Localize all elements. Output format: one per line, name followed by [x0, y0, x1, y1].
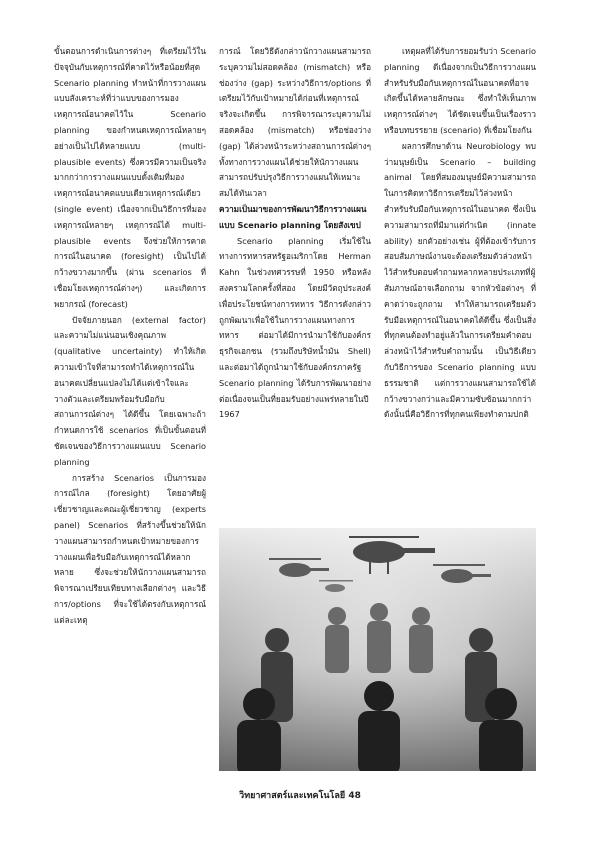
paragraph: การณ์ โดยวิธีดังกล่าวนักวางแผนสามารถระบุความไม่สอดคล้อง (mismatch) หรือช่องว่าง (gap) ระหว่างวิธีการ/options ที่เตรียมไว้กับเป้าหมายได้ก่อนที่เหตุการณ์จริงจะเกิดขึ้น การพิจารณาระบุความไม่สอดคล้อง (mismatch) หรือช่องว่าง (gap) ได้ล่วงหน้าระหว่างสถานการณ์ต่างๆ ทั้งทางการวางแผนได้ช่วยให้นักวางแผนสามารถปรับปรุงวิธีการวางแผนให้เหมาะสมได้ทันเวลา: [219, 46, 371, 199]
text-column-3: [384, 44, 536, 514]
paragraph: เหตุผลที่ได้รับการยอมรับว่า Scenario planning ดีเนื่องจากเป็นวิธีการวางแผนสำหรับรับมือกับเหตุการณ์ในอนาคตที่อาจเกิดขึ้นได้หลายลักษณะ ซึ่งทำให้เห็นภาพเหตุการณ์ต่างๆ ได้ชัดเจนขึ้นเป็นเรื่องราวหรือบทบรรยาย (scenario) ที่เชื่อมโยงกัน: [384, 46, 536, 135]
soldiers-helicopters-photo: [219, 528, 536, 771]
soldier-figures-back: [325, 603, 433, 673]
page-footer: วิทยาศาสตร์และเทคโนโลยี 48: [239, 791, 361, 801]
section-heading: ความเป็นมาของการพัฒนาวิธีการวางแผนแบบ Scenario planning โดยสังเขป: [219, 203, 367, 230]
paragraph: ผลการศึกษาด้าน Neurobiology พบว่ามนุษย์เป็น Scenario – building animal โดยที่สมองมนุษย์มีความสามารถในการคิดหาวิธีการเตรียมไว้ล่วงหน้า สำหรับรับมือกับเหตุการณ์ในอนาคต ซึ่งเป็นความสามารถที่มีมาแต่กำเนิด (innate ability) ยกตัวอย่างเช่น ผู้ที่ต้องเข้ารับการสอบสัมภาษณ์งานจะต้องเตรียมตัวล่วงหน้าไว้สำหรับตอบคำถามหลากหลายประเภทที่ผู้สัมภาษณ์อาจเลือกถาม จากหัวข้อต่างๆ ที่คาดว่าจะถูกถาม ทำให้สามารถเตรียมตัวรับมือเหตุการณ์ในอนาคตได้ดีขึ้น ซึ่งเป็นสิ่งที่ทุกคนต้องทำอยู่แล้วในการเตรียมคำตอบล่วงหน้าไว้สำหรับคำถามนั้น เป็นวิธีเดียวกับวิธีการของ Scenario planning แบบธรรมชาติ แต่การวางแผนสามารถใช้ได้กว้างขวางกว่าและมีความซับซ้อนมากกว่า ดังนั้นนี่คือวิธีการที่ทุกคนเพียงทำตามปกติ: [384, 140, 536, 420]
paragraph: การสร้าง Scenarios เป็นการมองการณ์ไกล (foresight) โดยอาศัยผู้เชี่ยวชาญและคณะผู้เชี่ยวชาญ (experts panel) Scenarios ที่สร้างขึ้นช่วยให้นักวางแผนสามารถกำหนดเป้าหมายของการวางแผนเพื่อรับมือกับเหตุการณ์ได้หลากหลาย ซึ่งจะช่วยให้นักวางแผนสามารถพิจารณาเปรียบเทียบทางเลือกต่างๆ และวิธีการ/options ที่จะใช้ได้ตรงกับเหตุการณ์แต่ละเหตุ: [54, 472, 206, 625]
paragraph: ขั้นตอนการดำเนินการต่างๆ ที่เตรียมไว้ในปัจจุบันกับเหตุการณ์ที่คาดไว้หรือน้อยที่สุด Scenario planning ทำหน้าที่การวางแผนแบบสังเคราะห์ที่ว่าแบบของการมองเหตุการณ์อนาคตไว้ใน Scenario planning ของกำหนดเหตุการณ์หลายๆ อย่างเป็นไปได้หลายแบบ (multi-plausible events) ซึ่งควรมีความเป็นจริงมากกว่าการวางแผนแบบดั้งเดิมที่มองเหตุการณ์อนาคตแบบเดียวเหตุการณ์เดียว (single event) เนื่องจากเป็นวิธีการที่มองเหตุการณ์หลายๆ เหตุการณ์ได้ multi-plausible events จึงช่วยให้การคาดการณ์ในอนาคต (foresight) เป็นไปได้กว้างขวางมากขึ้น (ผ่าน scenarios ที่เชื่อมโยงเหตุการณ์ต่างๆ) และเกิดการพยากรณ์ (forecast): [54, 46, 206, 309]
paragraph: Scenario planning เริ่มใช้ในทางการทหารสหรัฐอเมริกาโดย Herman Kahn ในช่วงทศวรรษที่ 1950 หรือหลังสงครามโลกครั้งที่สอง โดยมีวัตถุประสงค์เพื่อประโยชน์ทางการทหาร วิธีการดังกล่าวถูกพัฒนาเพื่อใช้ในการวางแผนทางการทหาร ต่อมาได้มีการนำมาใช้กับองค์กรธุรกิจเอกชน (รวมถึงบริษัทน้ำมัน Shell) และต่อมาได้ถูกนำมาใช้กับองค์กรภาครัฐ Scenario planning ได้รับการพัฒนาอย่างต่อเนื่องจนเป็นที่ยอมรับอย่างแพร่หลายในปี 1967: [219, 235, 371, 420]
text-column-2: [219, 44, 371, 514]
text-column-1: [54, 44, 206, 762]
photo-illustration: [219, 528, 536, 771]
paragraph: ปัจจัยภายนอก (external factor) และความไม่แน่นอนเชิงคุณภาพ (qualitative uncertainty) ทำให้เกิดความเข้าใจที่สามารถทำได้เหตุการณ์ในอนาคตเปลี่ยนแปลงไม่ได้แต่เข้าใจและวางตัวและเตรียมพร้อมรับมือกับสถานการณ์ต่างๆ ได้ดีขึ้น โดยเฉพาะถ้ากำหนดการใช้ scenarios ที่เป็นขั้นตอนที่ชัดเจนของวิธีการวางแผนแบบ Scenario planning: [54, 314, 206, 467]
